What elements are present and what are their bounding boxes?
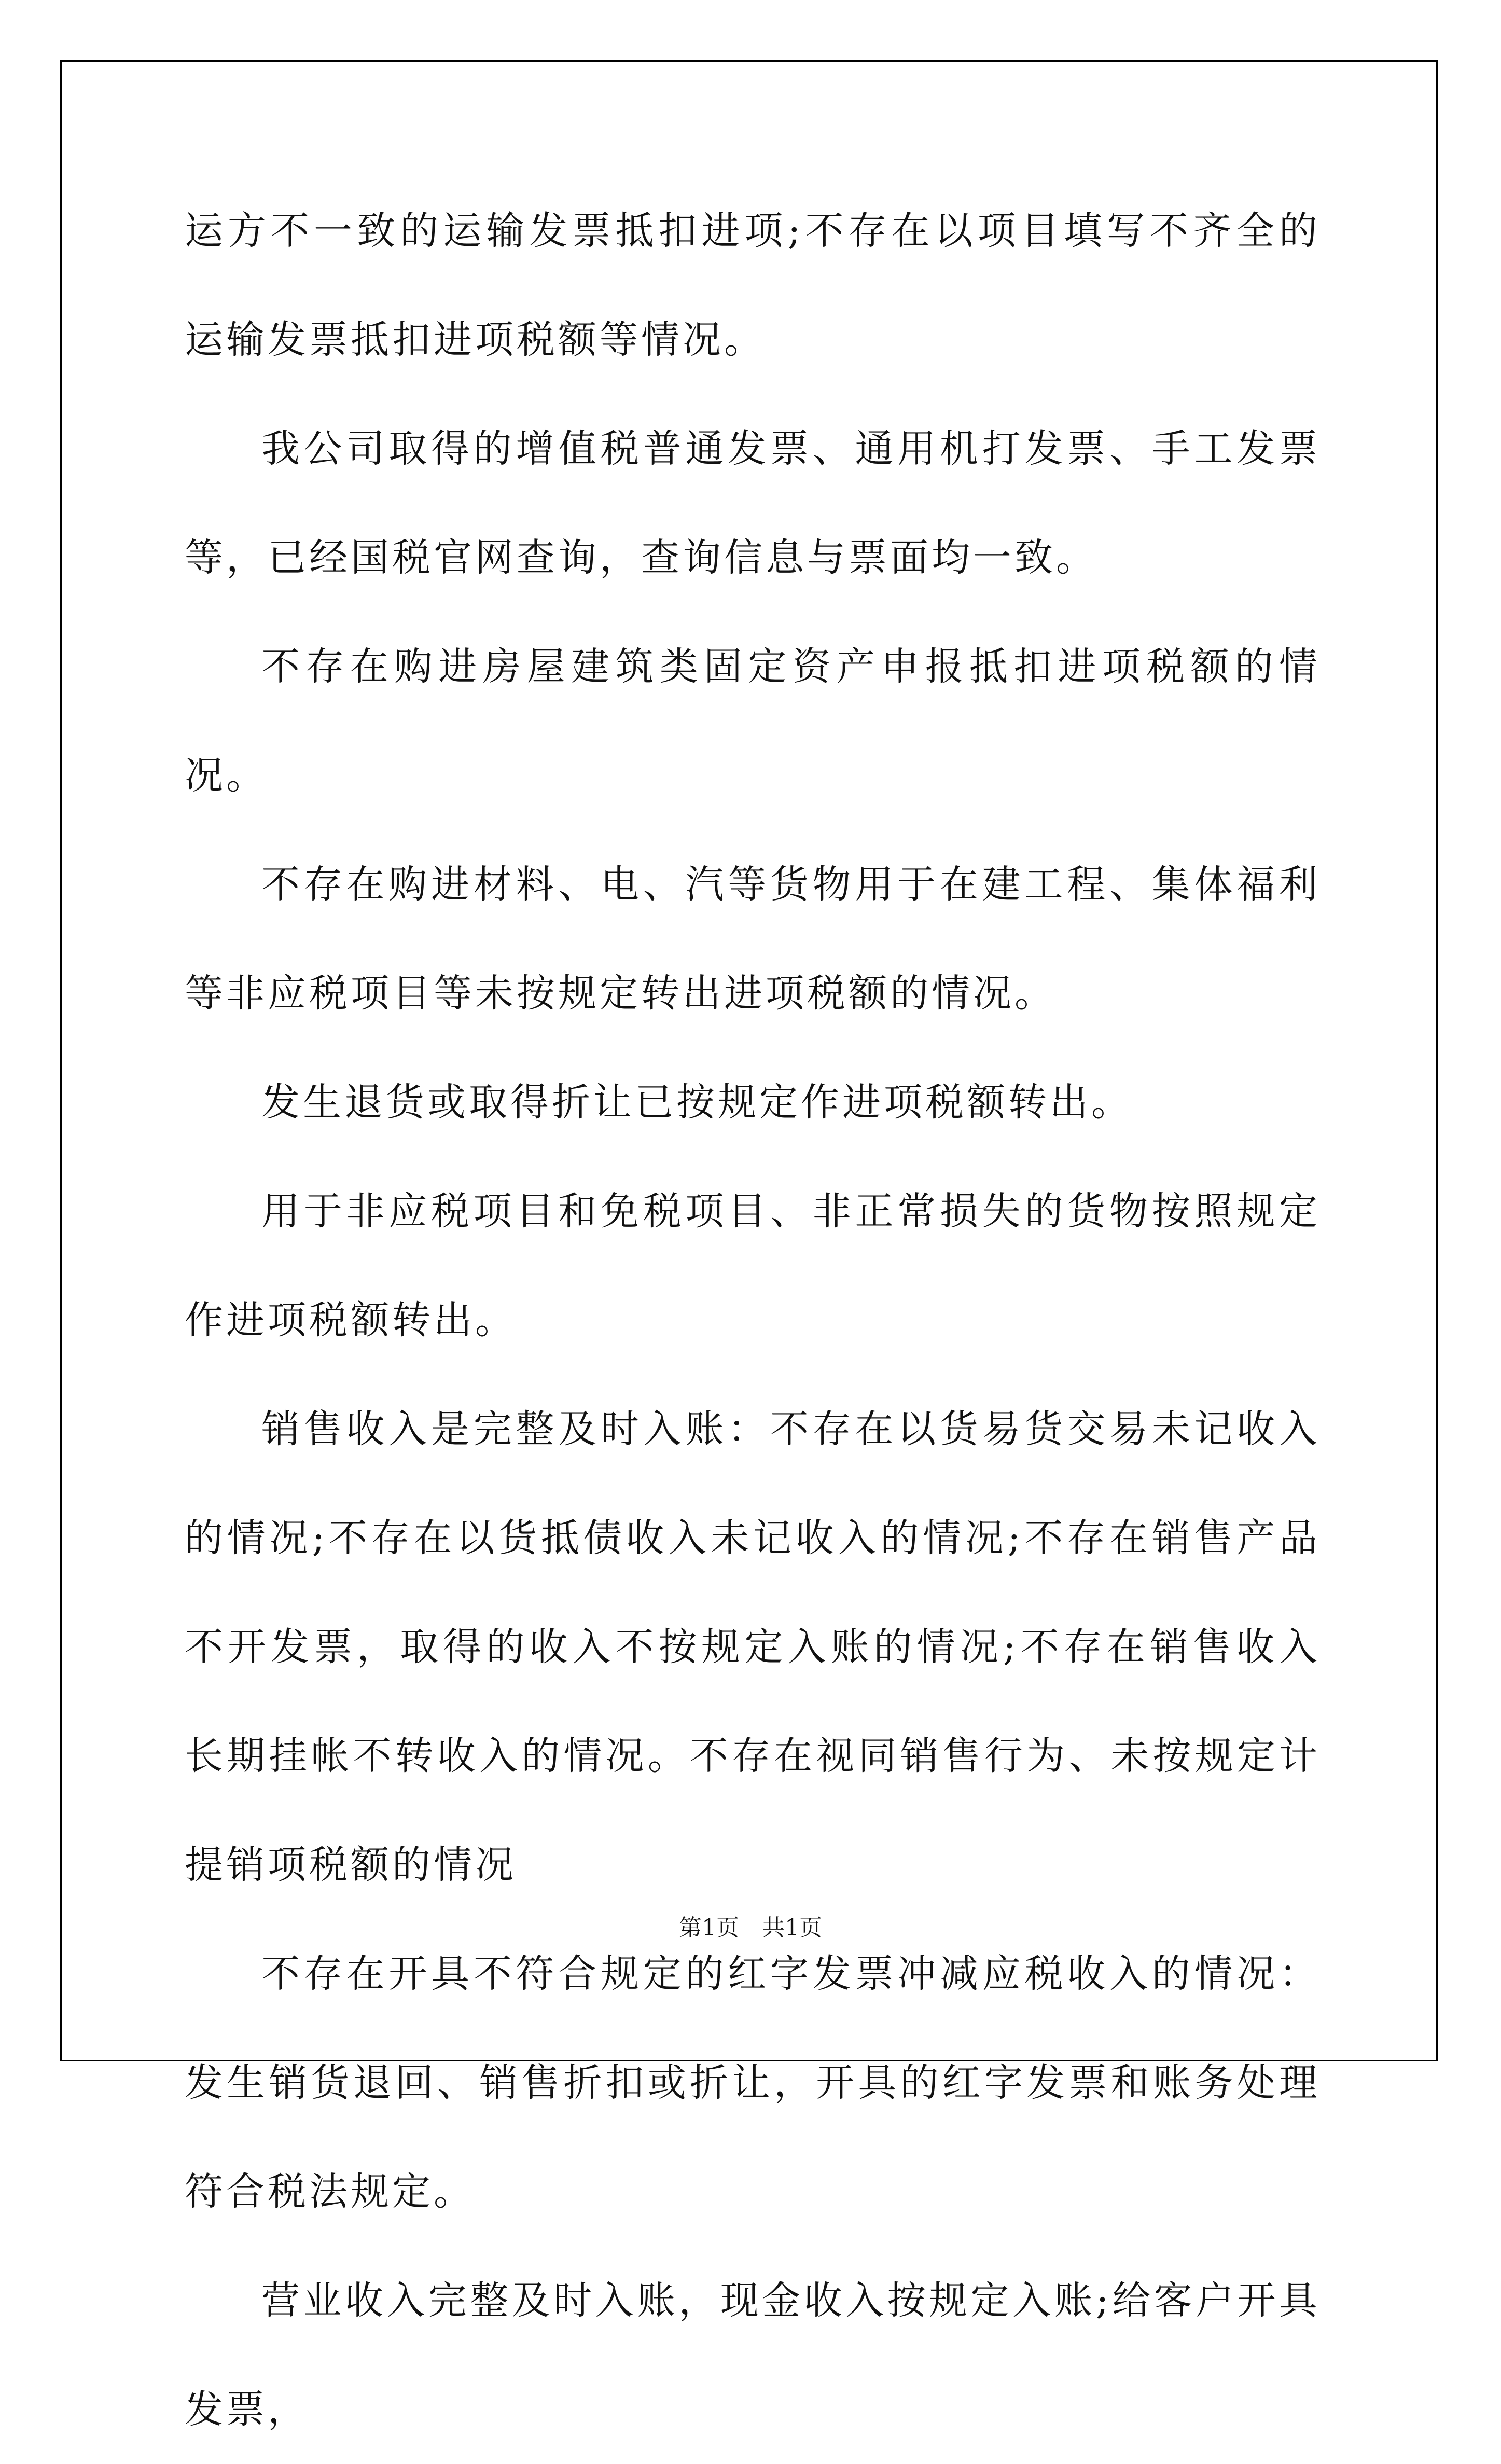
paragraph-6: 用于非应税项目和免税项目、非正常损失的货物按照规定作进项税额转出。 — [185, 1189, 1321, 1342]
paragraph-1: 运方不一致的运输发票抵扣进项;不存在以项目填写不齐全的运输发票抵扣进项税额等情况。 — [185, 209, 1321, 362]
paragraph-7: 销售收入是完整及时入账：不存在以货易货交易未记收入的情况;不存在以货抵债收入未记收入的情况;不存在销售产品不开发票，取得的收入不按规定入账的情况;不存在销售收入长期挂帐不转收入的情况。不存在视同销售行为、未按规定计提销项税额的情况 — [185, 1407, 1321, 1887]
paragraph-2: 我公司取得的增值税普通发票、通用机打发票、手工发票等，已经国税官网查询，查询信息与票面均一致。 — [185, 426, 1321, 580]
paragraph-5: 发生退货或取得折让已按规定作进项税额转出。 — [261, 1080, 1133, 1125]
paragraph-9: 营业收入完整及时入账，现金收入按规定入账;给客户开具发票， — [185, 2278, 1321, 2432]
paragraph-8: 不存在开具不符合规定的红字发票冲减应税收入的情况：发生销货退回、销售折扣或折让，开具的红字发票和账务处理符合税法规定。 — [185, 1951, 1321, 2214]
document-body — [185, 176, 1321, 2464]
page-footer: 第1页 共1页 — [679, 1915, 822, 1941]
paragraph-4: 不存在购进材料、电、汽等货物用于在建工程、集体福利等非应税项目等未按规定转出进项税额的情况。 — [185, 862, 1321, 1016]
paragraph-3: 不存在购进房屋建筑类固定资产申报抵扣进项税额的情况。 — [185, 644, 1321, 798]
